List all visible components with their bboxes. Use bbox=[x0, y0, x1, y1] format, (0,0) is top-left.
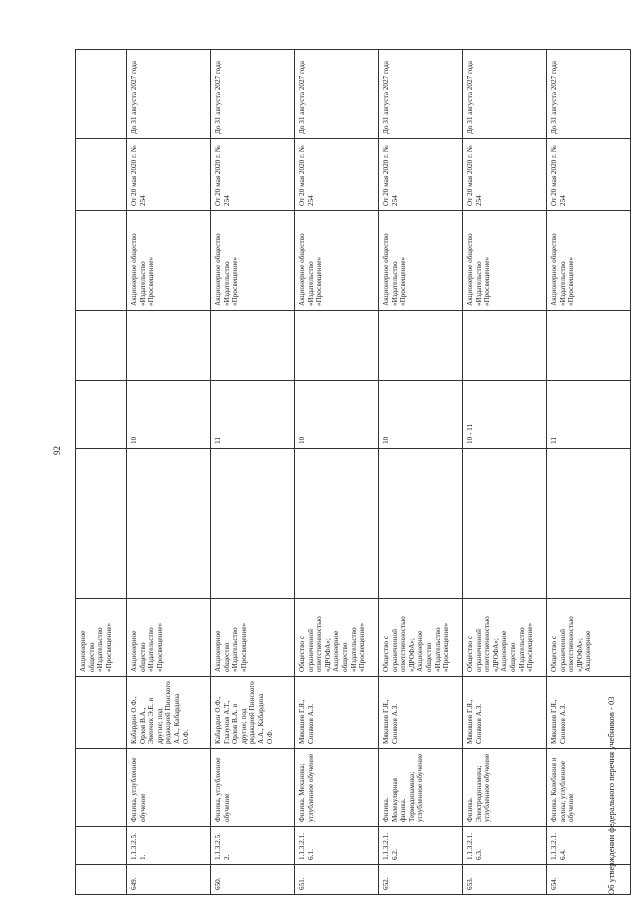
cell-expiry: До 31 августа 2027 года bbox=[463, 50, 547, 139]
cell-empty bbox=[379, 311, 463, 381]
cell-legal-entity: Акционерное общество «Издательство «Просвещение» bbox=[211, 211, 295, 311]
table-row bbox=[463, 50, 547, 895]
textbook-register-table bbox=[75, 49, 631, 895]
cell-authors: Мякишев Г.Я., Синяков А.З. bbox=[295, 677, 379, 749]
table-row bbox=[211, 50, 295, 895]
cell-empty bbox=[76, 381, 127, 449]
cell-empty bbox=[76, 50, 127, 139]
cell-title: Физика. Механика; углубленное обучение bbox=[295, 749, 379, 827]
cell-title: Физика, углубленное обучение bbox=[211, 749, 295, 827]
cell-expiry: До 31 августа 2027 года bbox=[547, 50, 631, 139]
cell-empty bbox=[76, 865, 127, 895]
cell-title: Физика, углубленное обучение bbox=[127, 749, 211, 827]
cell-grade: 10 bbox=[295, 381, 379, 449]
cell-empty bbox=[295, 311, 379, 381]
cell-grade: 10 bbox=[127, 381, 211, 449]
cell-empty bbox=[127, 449, 211, 599]
cell-empty bbox=[76, 749, 127, 827]
cell-code: 1.1.3.2.1.6.3. bbox=[463, 827, 547, 865]
table-row bbox=[547, 50, 631, 895]
cell-empty bbox=[295, 449, 379, 599]
cell-number: 653. bbox=[463, 865, 547, 895]
cell-empty bbox=[76, 827, 127, 865]
cell-publisher: Акционерное общество «Издательство «Просвещение» bbox=[127, 599, 211, 677]
cell-order: От 20 мая 2020 г. № 254 bbox=[127, 139, 211, 211]
cell-title: Физика. Колебания и волны; углубленное обучение bbox=[547, 749, 631, 827]
cell-expiry: До 31 августа 2027 года bbox=[211, 50, 295, 139]
cell-authors: Кабардин О.Ф., Орлов В.А., Эвенчик Э.Е. и другие; под редакцией Пинского А.А., Кабардина О.Ф. bbox=[127, 677, 211, 749]
table-row bbox=[295, 50, 379, 895]
cell-legal-entity: Акционерное общество «Издательство «Просвещение» bbox=[547, 211, 631, 311]
cell-authors: Мякишев Г.Я., Синяков А.З. bbox=[463, 677, 547, 749]
cell-empty bbox=[547, 311, 631, 381]
cell-empty bbox=[76, 139, 127, 211]
cell-order: От 20 мая 2020 г. № 254 bbox=[547, 139, 631, 211]
cell-authors: Мякишев Г.Я., Синяков А.З. bbox=[547, 677, 631, 749]
cell-title: Физика. Молекулярная физика. Термодинамика; углубленное обучение bbox=[379, 749, 463, 827]
cell-legal-entity: Акционерное общество «Издательство «Просвещение» bbox=[379, 211, 463, 311]
cell-expiry: До 31 августа 2027 года bbox=[127, 50, 211, 139]
cell-empty bbox=[76, 677, 127, 749]
rotated-table-container bbox=[75, 50, 593, 895]
cell-code: 1.1.3.2.1.6.2. bbox=[379, 827, 463, 865]
cell-legal-entity: Акционерное общество «Издательство «Просвещение» bbox=[127, 211, 211, 311]
cell-order: От 20 мая 2020 г. № 254 bbox=[295, 139, 379, 211]
cell-publisher: Общество с ограниченной ответственностью «ДРОФА»; Акционерное общество «Издательство «Просвещение» bbox=[295, 599, 379, 677]
table-row bbox=[127, 50, 211, 895]
cell-order: От 20 мая 2020 г. № 254 bbox=[211, 139, 295, 211]
cell-empty bbox=[211, 311, 295, 381]
cell-code: 1.1.3.2.1.6.4. bbox=[547, 827, 631, 865]
continuation-row bbox=[76, 50, 127, 895]
cell-number: 654. bbox=[547, 865, 631, 895]
cell-legal-entity: Акционерное общество «Издательство «Просвещение» bbox=[295, 211, 379, 311]
cell-empty bbox=[547, 449, 631, 599]
cell-publisher: Общество с ограниченной ответственностью «ДРОФА»; Акционерное общество «Издательство «Просвещение» bbox=[463, 599, 547, 677]
footer-note: Об утверждении федерального перечня учебников - 03 bbox=[606, 696, 616, 895]
cell-publisher: Общество с ограниченной ответственностью «ДРОФА»; Акционерное общество «Издательство «Просвещение» bbox=[379, 599, 463, 677]
cell-authors: Мякишев Г.Я., Синяков А.З. bbox=[379, 677, 463, 749]
cell-order: От 20 мая 2020 г. № 254 bbox=[463, 139, 547, 211]
cell-authors: Кабардин О.Ф., Глазунов А.Т., Орлов В.А. и другие; под редакцией Пинского А.А., Кабардина О.Ф. bbox=[211, 677, 295, 749]
cell-publisher: Общество с ограниченной ответственностью «ДРОФА»; Акционерное bbox=[547, 599, 631, 677]
cell-empty bbox=[463, 449, 547, 599]
cell-grade: 10 - 11 bbox=[463, 381, 547, 449]
cell-empty bbox=[463, 311, 547, 381]
cell-code: 1.1.3.2.5.1. bbox=[127, 827, 211, 865]
cell-number: 649. bbox=[127, 865, 211, 895]
cell-publisher: Акционерное общество «Издательство «Просвещение» bbox=[211, 599, 295, 677]
cell-number: 652. bbox=[379, 865, 463, 895]
cell-code: 1.1.3.2.5.2. bbox=[211, 827, 295, 865]
cell-empty bbox=[211, 449, 295, 599]
cell-publisher-continued: Акционерное общество «Издательство «Просвещение» bbox=[76, 599, 127, 677]
cell-grade: 10 bbox=[379, 381, 463, 449]
cell-legal-entity: Акционерное общество «Издательство «Просвещение» bbox=[463, 211, 547, 311]
cell-grade: 11 bbox=[211, 381, 295, 449]
cell-empty bbox=[76, 211, 127, 311]
cell-order: От 20 мая 2020 г. № 254 bbox=[379, 139, 463, 211]
cell-empty bbox=[76, 311, 127, 381]
cell-number: 651. bbox=[295, 865, 379, 895]
page-number: 92 bbox=[52, 446, 62, 455]
cell-number: 650. bbox=[211, 865, 295, 895]
cell-empty bbox=[379, 449, 463, 599]
table-row bbox=[379, 50, 463, 895]
cell-title: Физика. Электродинамика; углубленное обучение bbox=[463, 749, 547, 827]
cell-code: 1.1.3.2.1.6.1. bbox=[295, 827, 379, 865]
cell-expiry: До 31 августа 2027 года bbox=[295, 50, 379, 139]
cell-grade: 11 bbox=[547, 381, 631, 449]
cell-empty bbox=[76, 449, 127, 599]
cell-expiry: До 31 августа 2027 года bbox=[379, 50, 463, 139]
cell-empty bbox=[127, 311, 211, 381]
